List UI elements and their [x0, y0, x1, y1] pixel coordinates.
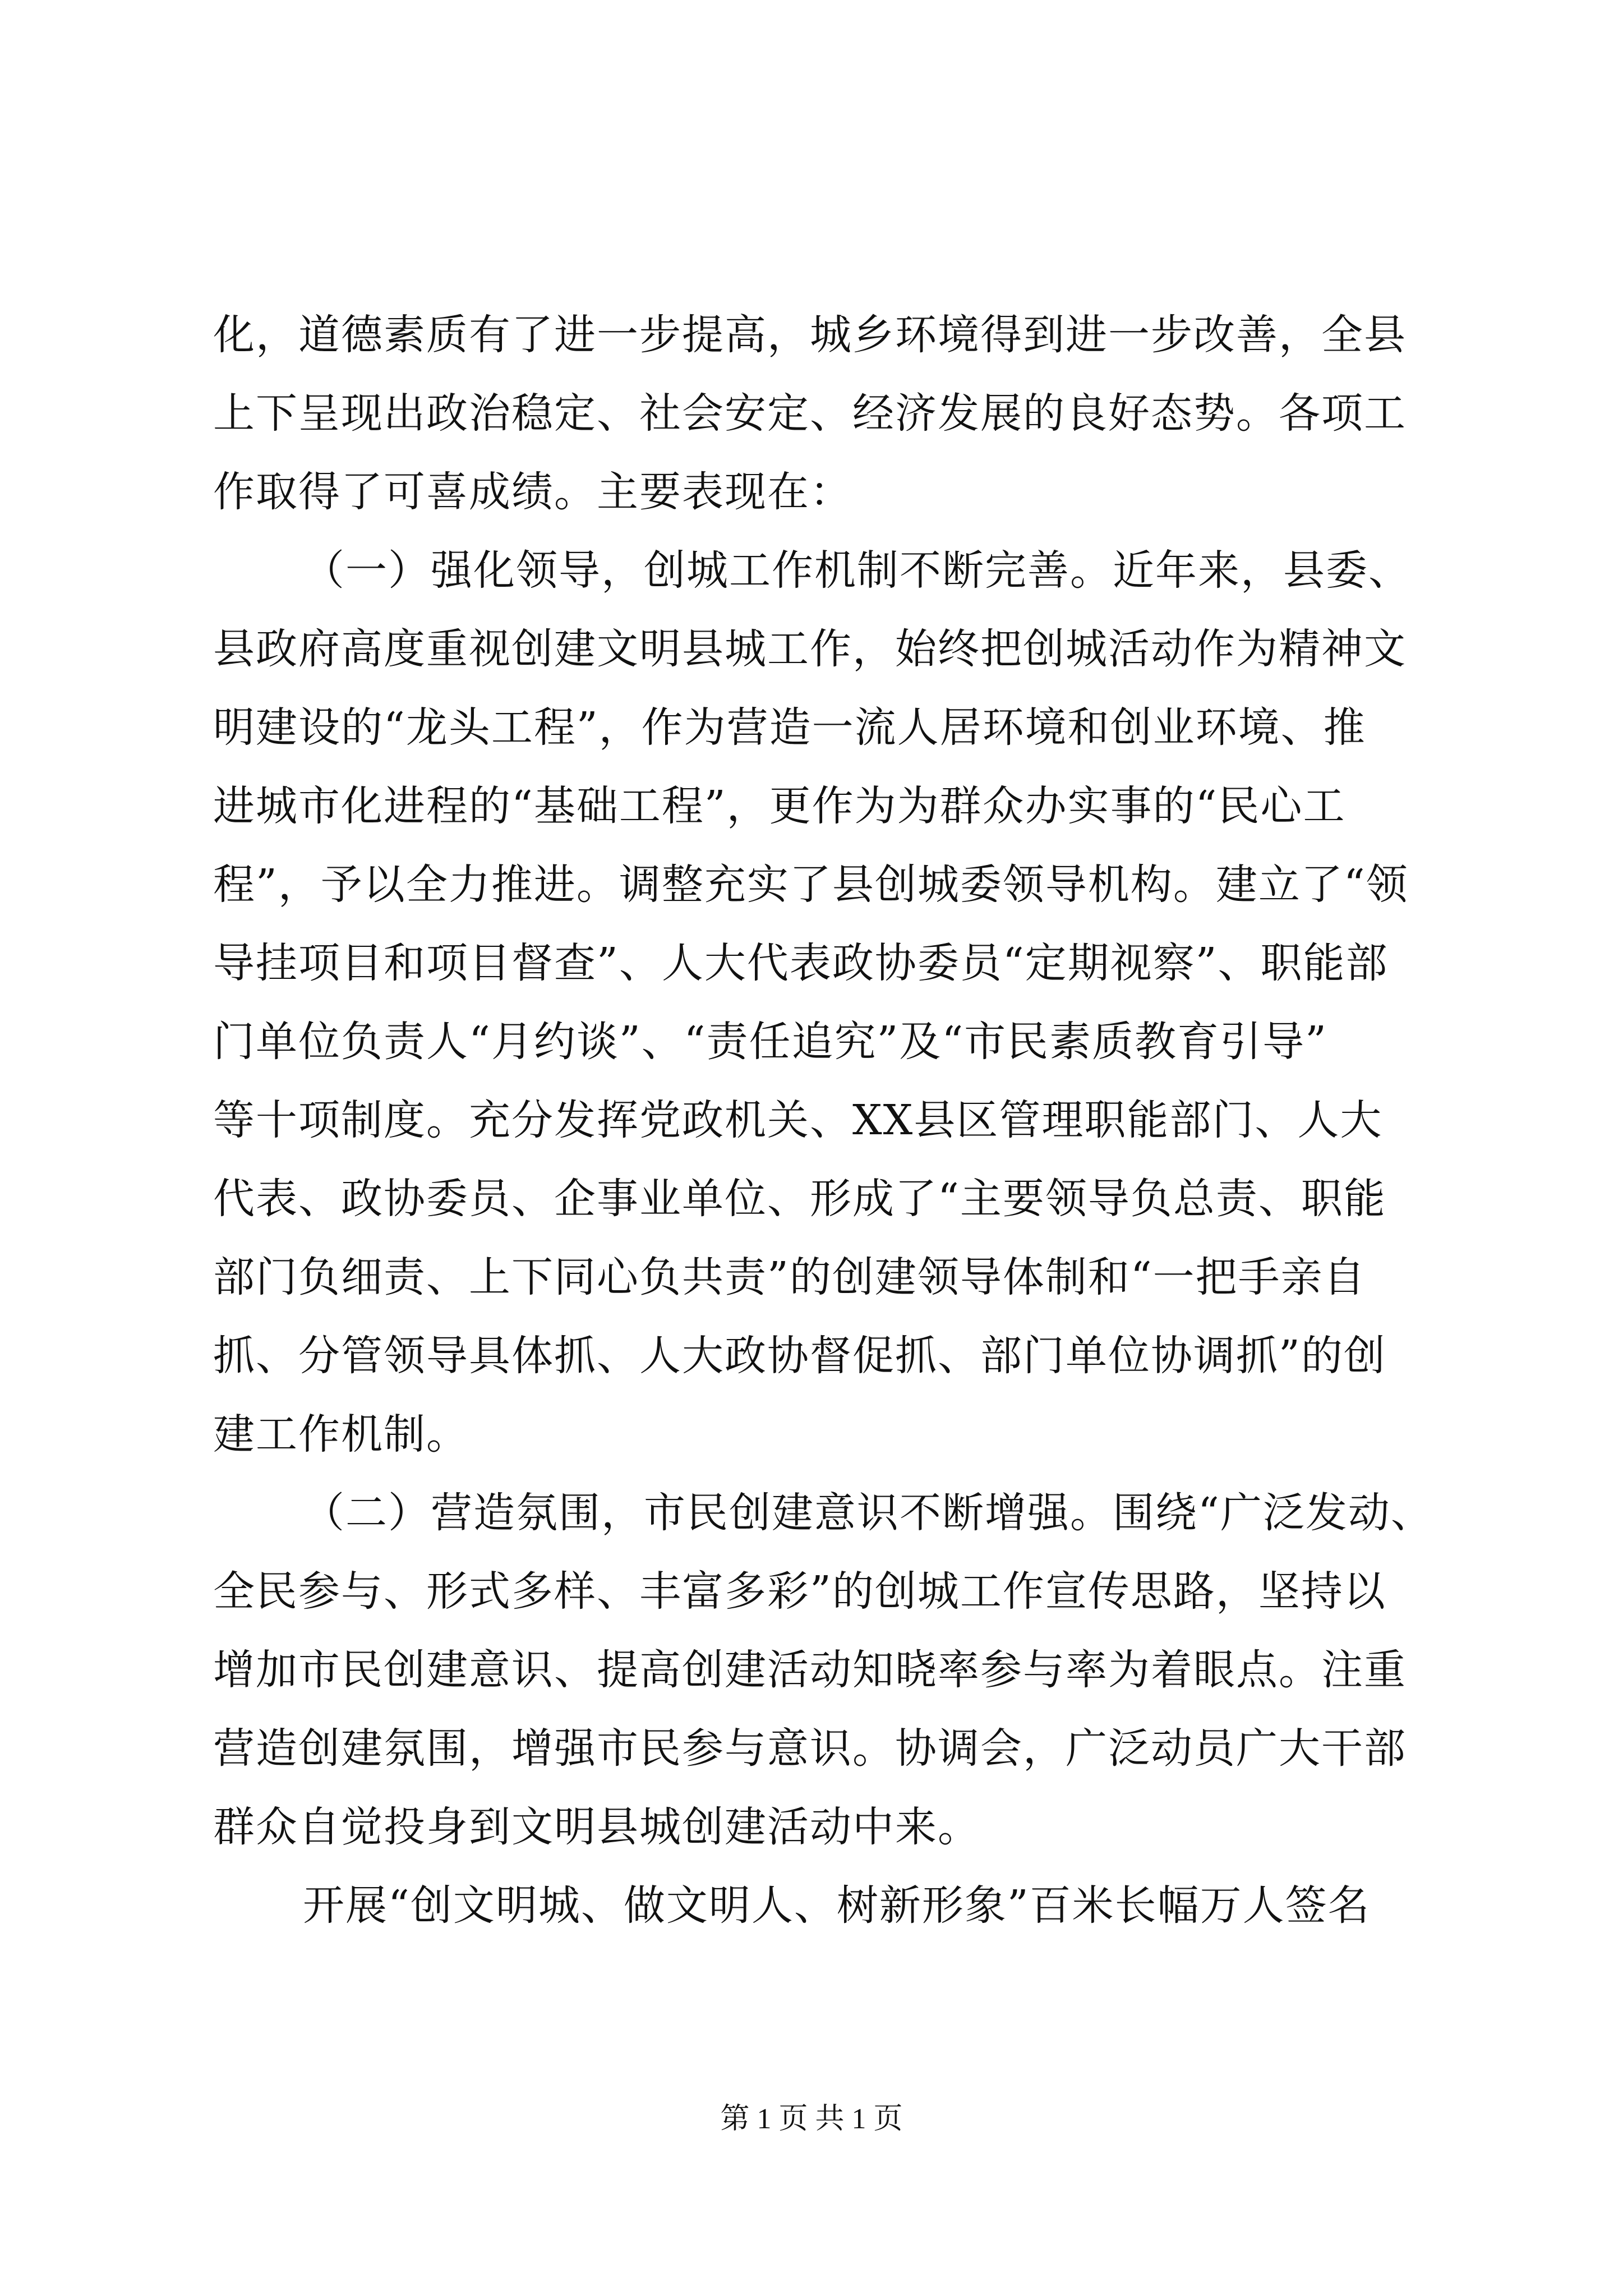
body-text-line: 增加市民创建意识、提高创建活动知晓率参与率为着眼点。注重	[213, 1646, 1407, 1694]
body-text-line: 部门负细责、上下同心负共责”的创建领导体制和“一把手亲自	[213, 1253, 1366, 1301]
body-text-line: 导挂项目和项目督查”、人大代表政协委员“定期视察”、职能部	[213, 939, 1389, 987]
page-footer: 第 1 页 共 1 页	[720, 2103, 903, 2135]
body-text-line: 县政府高度重视创建文明县城工作，始终把创城活动作为精神文	[213, 625, 1407, 673]
body-text-line: 进城市化进程的“基础工程”，更作为为群众办实事的“民心工	[213, 782, 1346, 830]
paragraph-start-line: 开展“创文明城、做文明人、树新形象”百米长幅万人签名	[303, 1881, 1371, 1930]
body-text-line: 门单位负责人“月约谈”、“责任追究”及“市民素质教育引导”	[213, 1018, 1327, 1066]
body-text-line: 全民参与、形式多样、丰富多彩”的创城工作宣传思路，坚持以	[213, 1567, 1386, 1616]
body-text-line: 群众自觉投身到文明县城创建活动中来。	[213, 1803, 980, 1851]
body-text-line: 化，道德素质有了进一步提高，城乡环境得到进一步改善，全县	[213, 311, 1407, 359]
body-text-line: 程”，予以全力推进。调整充实了县创城委领导机构。建立了“领	[213, 861, 1409, 909]
body-text-line: 营造创建氛围，增强市民参与意识。协调会，广泛动员广大干部	[213, 1724, 1407, 1773]
body-text-line: 等十项制度。充分发挥党政机关、XX县区管理职能部门、人大	[213, 1096, 1383, 1144]
body-text-line: 明建设的“龙头工程”，作为营造一流人居环境和创业环境、推	[213, 703, 1366, 752]
body-text-line: 抓、分管领导具体抓、人大政协督促抓、部门单位协调抓”的创	[213, 1332, 1386, 1380]
section-heading-line: （二）营造氛围，市民创建意识不断增强。围绕“广泛发动、	[303, 1489, 1433, 1537]
body-text-line: 上下呈现出政治稳定、社会安定、经济发展的良好态势。各项工	[213, 389, 1407, 438]
body-text-line: 代表、政协委员、企事业单位、形成了“主要领导负总责、职能	[213, 1175, 1386, 1223]
section-heading-line: （一）强化领导，创城工作机制不断完善。近年来，县委、	[303, 546, 1411, 595]
body-text-line: 作取得了可喜成绩。主要表现在：	[213, 468, 852, 516]
body-text-line: 建工作机制。	[213, 1410, 469, 1458]
